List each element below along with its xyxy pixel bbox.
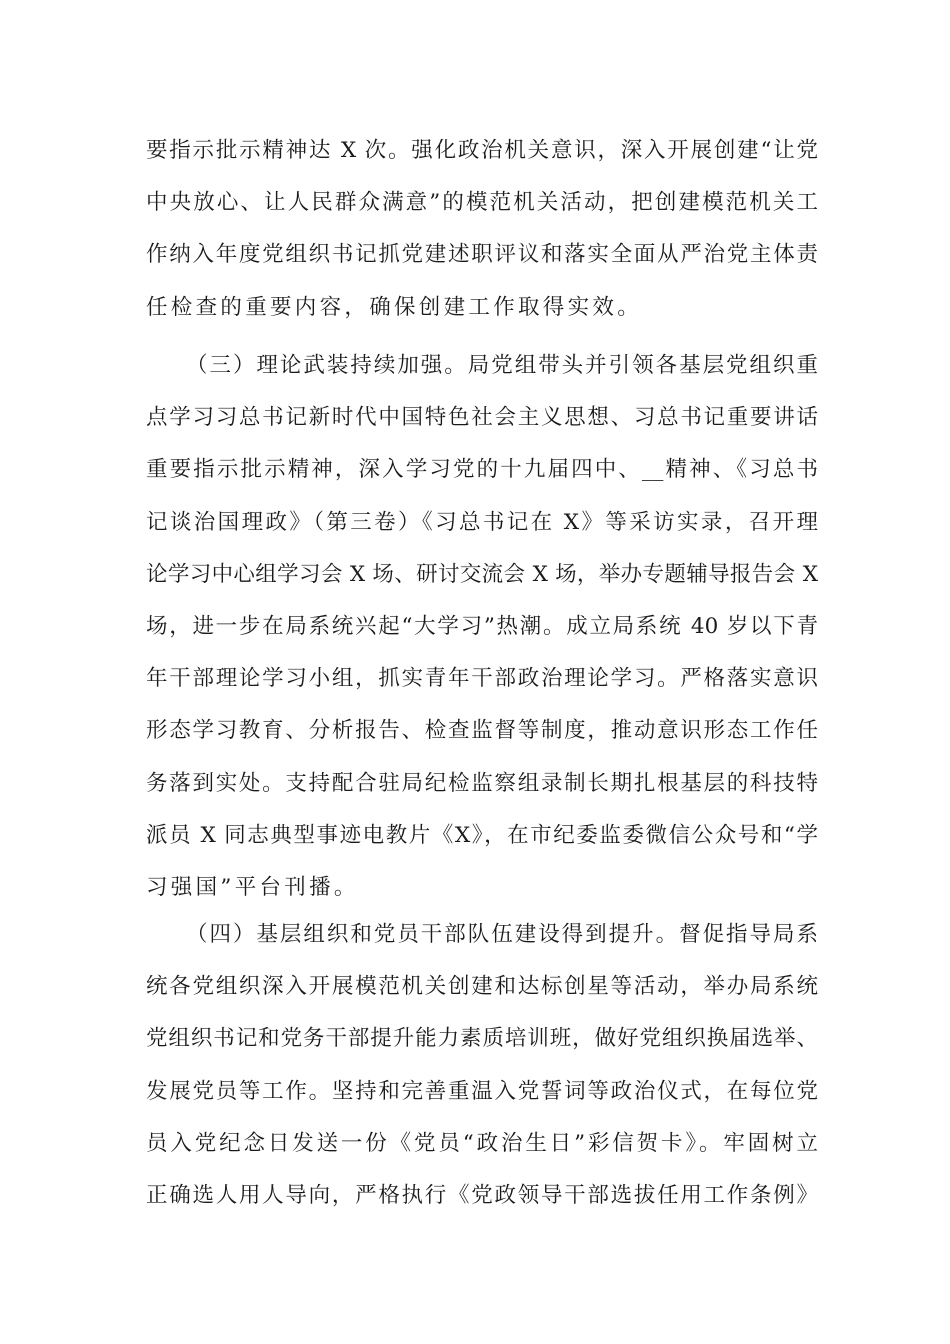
text-line: 党组织书记和党务干部提升能力素质培训班，做好党组织换届选举、	[146, 1026, 818, 1052]
text-line: 记谈治国理政》（第三卷）《习总书记在 X》等采访实录，召开理	[146, 509, 818, 535]
text-line: 年干部理论学习小组，抓实青年干部政治理论学习。严格落实意识	[146, 666, 818, 692]
text-line: 重要指示批示精神，深入学习党的十九届四中、__精神、《习总书	[146, 457, 818, 483]
text-line: 员入党纪念日发送一份《党员“政治生日”彩信贺卡》。牢固树立	[146, 1130, 818, 1156]
text-line: 习强国”平台刊播。	[146, 874, 359, 900]
text-line: 场，进一步在局系统兴起“大学习”热潮。成立局系统 40 岁以下青	[146, 613, 818, 639]
text-line: 论学习中心组学习会 X 场、研讨交流会 X 场，举办专题辅导报告会 X	[146, 561, 818, 587]
text-line: 务落到实处。支持配合驻局纪检监察组录制长期扎根基层的科技特	[146, 770, 818, 796]
text-line: 发展党员等工作。坚持和完善重温入党誓词等政治仪式，在每位党	[146, 1078, 818, 1104]
text-line: 派员 X 同志典型事迹电教片《X》，在市纪委监委微信公众号和“学	[146, 822, 818, 848]
text-line: 统各党组织深入开展模范机关创建和达标创星等活动，举办局系统	[146, 974, 818, 1000]
text-line: 正确选人用人导向，严格执行《党政领导干部选拔任用工作条例》	[146, 1182, 818, 1208]
paragraph-section-three	[146, 340, 818, 914]
paragraph-section-four	[146, 909, 818, 1222]
text-line: 要指示批示精神达 X 次。强化政治机关意识，深入开展创建“让党	[146, 138, 818, 163]
paragraph-continuation	[146, 125, 818, 334]
section-four-heading-line: （四）基层组织和党员干部队伍建设得到提升。督促指导局系	[186, 922, 818, 947]
text-line: 形态学习教育、分析报告、检查监督等制度，推动意识形态工作任	[146, 718, 818, 744]
text-line: 任检查的重要内容，确保创建工作取得实效。	[146, 294, 643, 320]
section-three-heading-line: （三）理论武装持续加强。局党组带头并引领各基层党组织重	[186, 353, 818, 378]
text-line: 点学习习总书记新时代中国特色社会主义思想、习总书记重要讲话	[146, 405, 818, 431]
text-line: 中央放心、让人民群众满意”的模范机关活动，把创建模范机关工	[146, 190, 818, 216]
text-line: 作纳入年度党组织书记抓党建述职评议和落实全面从严治党主体责	[146, 242, 818, 268]
